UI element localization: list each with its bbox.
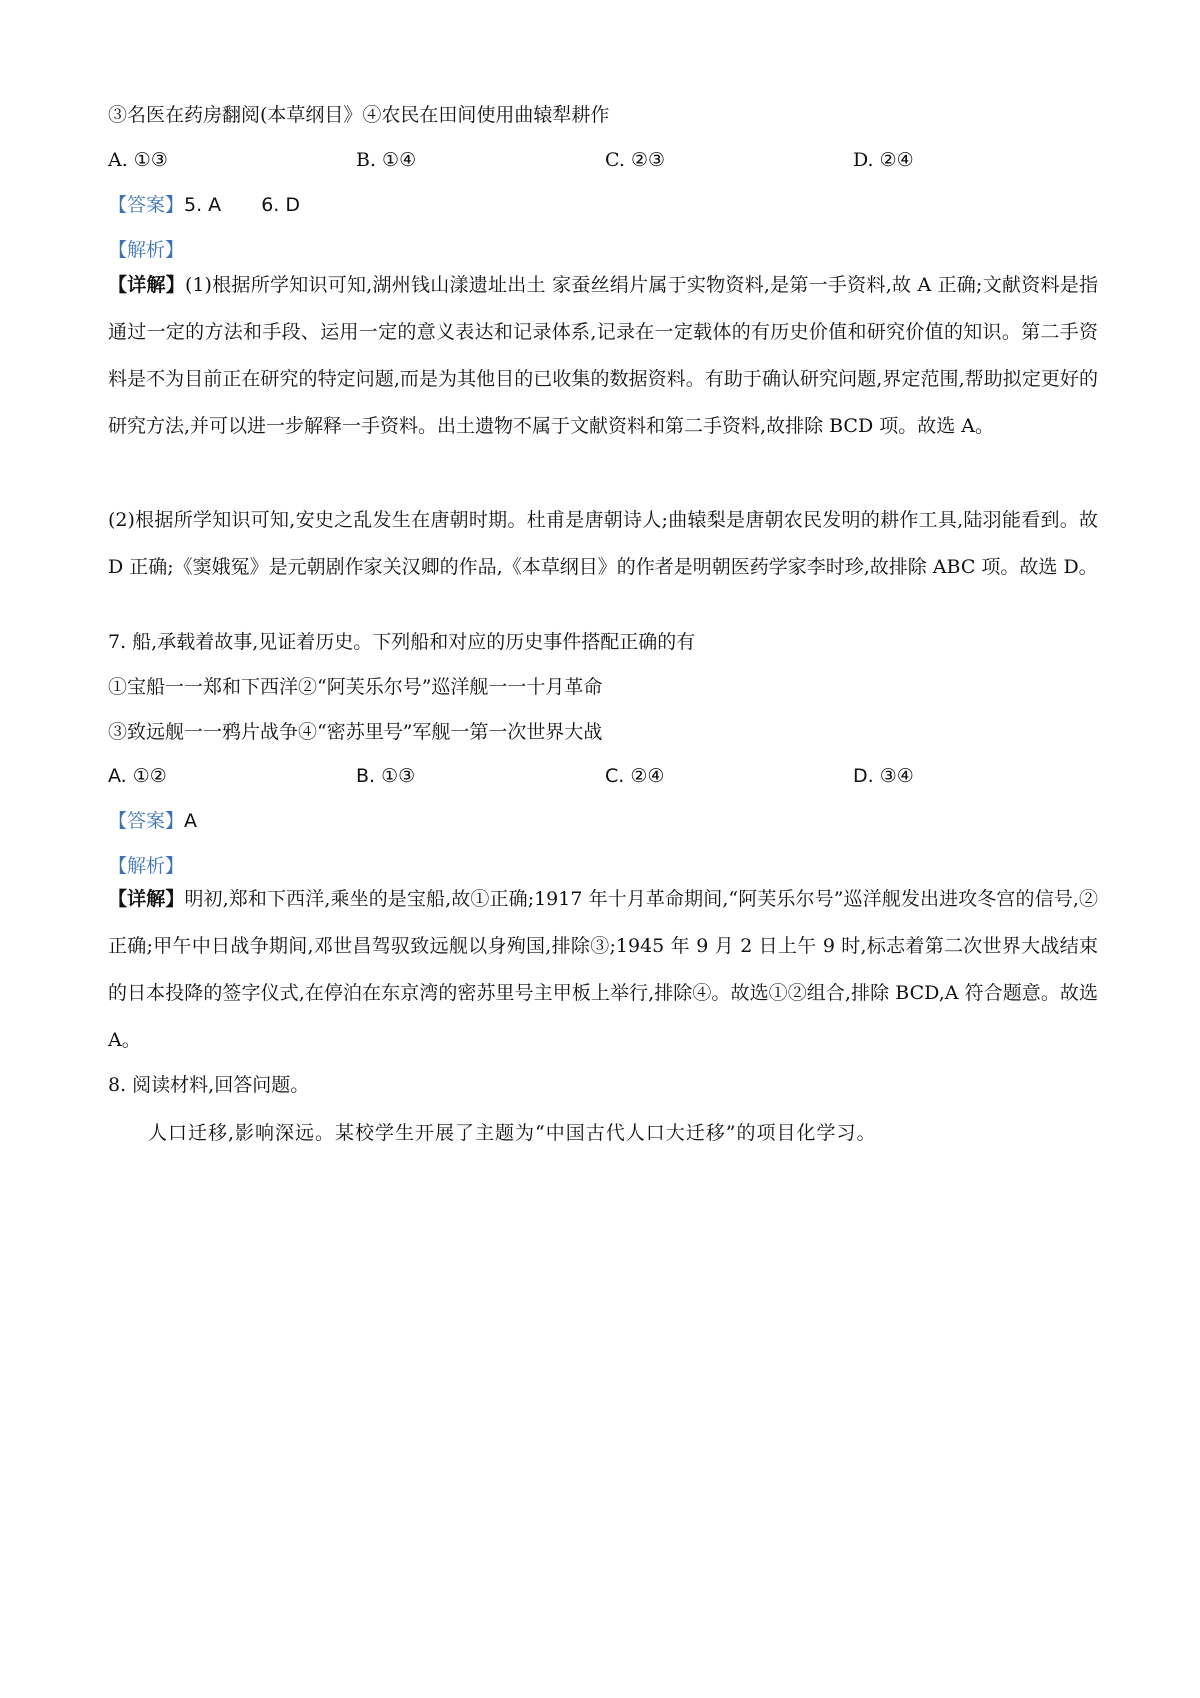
- q7-answer: [108, 807, 1098, 835]
- detail-56-part1: [108, 262, 1098, 497]
- q6-option-a: A. ①③: [108, 149, 168, 171]
- q7-item-12: ①宝船一一郑和下西洋②“阿芙乐尔号”巡洋舰一一十月革命: [108, 676, 603, 698]
- q6-option-d: D. ②④: [853, 149, 914, 171]
- q7-answer-label: 【答案】: [108, 810, 185, 832]
- q7-option-b: B. ①③: [356, 765, 416, 787]
- q7-answer-value: A: [184, 810, 198, 832]
- q6-item-34: ③名医在药房翻阅(本草纲目》④农民在田间使用曲辕犁耕作: [108, 104, 610, 126]
- q7-detail: [108, 876, 1098, 1064]
- q6-options: [108, 146, 1098, 174]
- answer-6: 6. D: [261, 194, 300, 216]
- answer-56: [108, 191, 1098, 219]
- q8-material: 人口迁移,影响深远。某校学生开展了主题为“中国古代人口大迁移”的项目化学习。: [148, 1122, 877, 1144]
- answer-label: 【答案】: [108, 194, 185, 216]
- answer-5: 5. A: [184, 194, 222, 216]
- q7-stem: 7. 船,承载着故事,见证着历史。下列船和对应的历史事件搭配正确的有: [108, 631, 696, 653]
- q6-option-c: C. ②③: [605, 149, 666, 171]
- q7-item-34: ③致远舰一一鸦片战争④“密苏里号”军舰一第一次世界大战: [108, 721, 603, 743]
- detail-56-part2: (2)根据所学知识可知,安史之乱发生在唐朝时期。杜甫是唐朝诗人;曲辕梨是唐朝农民发明的耕作工具,陆羽能看到。故 D 正确;《窦娥冤》是元朝剧作家关汉卿的作品,《本草纲目》的作者是明朝医药学家李时珍,故排除 ABC 项。故选 D。: [108, 509, 1098, 578]
- detail-56-part1-text: (1)根据所学知识可知,湖州钱山漾遗址出土 家蚕丝绢片属于实物资料,是第一手资料,故 A 正确;文献资料是指通过一定的方法和手段、运用一定的意义表达和记录体系,记录在一定载体的有历史价值和研究价值的知识。第二手资料是不为目前正在研究的特定问题,而是为其他目的已收集的数据资料。有助于确认研究问题,界定范围,帮助拟定更好的研究方法,并可以进一步解释一手资料。出土遗物不属于文献资料和第二手资料,故排除 BCD 项。故选 A。: [108, 274, 1098, 437]
- q7-analysis-label: 【解析】: [108, 855, 185, 877]
- q6-option-b: B. ①④: [356, 149, 417, 171]
- q7-option-a: A. ①②: [108, 765, 167, 787]
- q7-detail-text: 明初,郑和下西洋,乘坐的是宝船,故①正确;1917 年十月革命期间,“阿芙乐尔号”巡洋舰发出进攻冬宫的信号,②正确;甲午中日战争期间,邓世昌驾驭致远舰以身殉国,排除③;1945 年 9 月 2 日上午 9 时,标志着第二次世界大战结束的日本投降的签字仪式,在停泊在东京湾的密苏里号主甲板上举行,排除④。故选①②组合,排除 BCD,A 符合题意。故选 A。: [108, 888, 1098, 1051]
- analysis-label-56: 【解析】: [108, 239, 185, 261]
- q7-option-c: C. ②④: [605, 765, 665, 787]
- q7-detail-label: 【详解】: [108, 888, 185, 910]
- q8-stem: 8. 阅读材料,回答问题。: [108, 1074, 310, 1096]
- q7-option-d: D. ③④: [853, 765, 914, 787]
- detail-label: 【详解】: [108, 274, 186, 296]
- q7-options: [108, 762, 1098, 790]
